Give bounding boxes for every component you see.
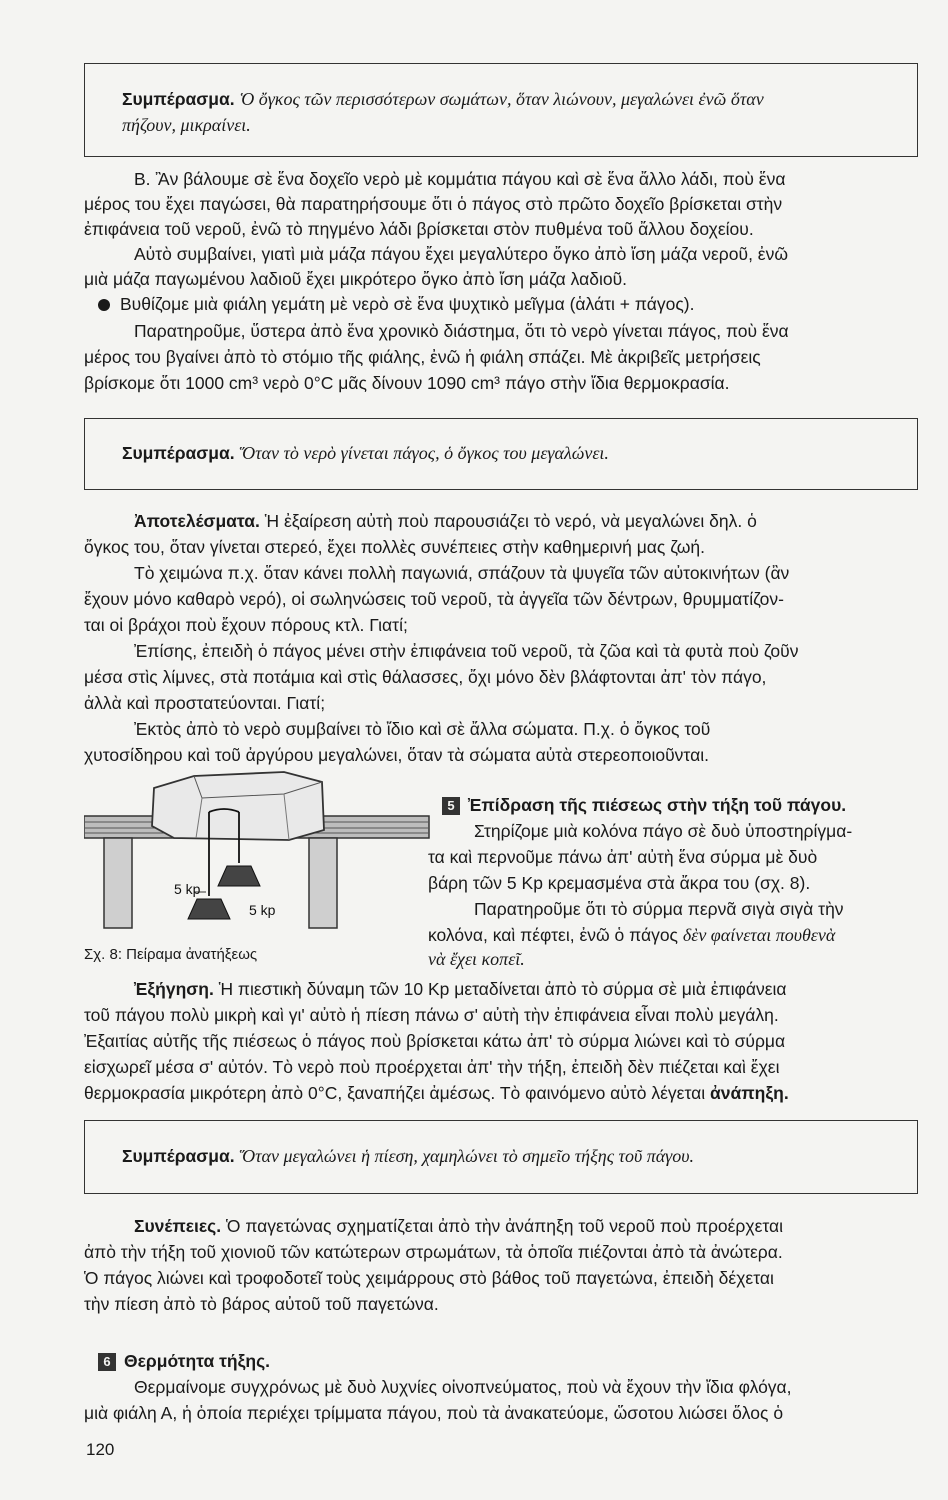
figure-caption: Σχ. 8: Πείραμα ἀνατήξεως: [84, 946, 258, 963]
conclusion-label: Συμπέρασμα.: [122, 443, 235, 463]
explanation-text: θερμοκρασία μικρότερη ἀπὸ 0°C, ξαναπήζει ἀμέσως. Τὸ φαινόμενο αὐτὸ λέγεται: [84, 1083, 706, 1103]
results-line-5: ται οἱ βράχοι ποὺ ἔχουν πόρους κτλ. Γιατί;: [84, 615, 408, 635]
explanation-line-3: Ἐξαιτίας αὐτῆς τῆς πιέσεως ὁ πάγος ποὺ βρίσκεται κάτω ἀπ' τὸ σύρμα λιώνει καὶ τὸ σύρμα: [84, 1031, 786, 1051]
section-5-text: κολόνα, καὶ πέφτει, ἐνῶ ὁ πάγος: [428, 925, 678, 945]
explanation-line-2: τοῦ πάγου πολὺ μικρὴ καὶ γι' αὐτὸ ἡ πίεση πάνω σ' αὐτὴ τὴν ἐπιφάνεια εἶναι πολὺ μεγάλη.: [84, 1005, 779, 1025]
section-b-line-2: μέρος του ἔχει παγώσει, θὰ παρατηρήσουμε ὅτι ὁ πάγος στὸ πρῶτο δοχεῖο βρίσκεται στὴν: [84, 194, 783, 214]
section-number-6: 6: [98, 1353, 116, 1371]
consequences-line-4: τὴν πίεση ἀπὸ τὸ βάρος αὐτοῦ τοῦ παγετώνα.: [84, 1294, 439, 1314]
results-line-7: μέσα στὶς λίμνες, στὰ ποτάμια καὶ στὶς θάλασσες, ὄχι μόνο δὲν βλάφτονται ἀπ' τὸν πάγο,: [84, 667, 767, 687]
consequences-text: Ὁ παγετώνας σχηματίζεται ἀπὸ τὴν ἀνάπηξη τοῦ νεροῦ ποὺ προέρχεται: [226, 1216, 784, 1236]
results-line-2: ὄγκος του, ὅταν γίνεται στερεό, ἔχει πολλὲς συνέπειες στὴν καθημερινή μας ζωή.: [84, 537, 706, 557]
section-b-line-5: μιὰ μάζα παγωμένου λαδιοῦ ἔχει μικρότερο ὄγκο ἀπὸ ἴση μάζα λαδιοῦ.: [84, 269, 627, 289]
observation-line-3: βρίσκομε ὅτι 1000 cm³ νερὸ 0°C μᾶς δίνουν 1090 cm³ πάγο στὴν ἴδια θερμοκρασία.: [84, 373, 730, 393]
section-5-line-1: Στηρίζομε μιὰ κολόνα πάγο σὲ δυὸ ὑποστηρίγμα-: [474, 821, 853, 841]
results-line-4: ἔχουν μόνο καθαρὸ νερό), οἱ σωληνώσεις τοῦ νεροῦ, τὰ ἀγγεῖα τῶν δέντρων, θρυμματίζον-: [84, 589, 784, 609]
conclusion-2-line: [122, 442, 609, 464]
section-6-heading: [98, 1350, 270, 1372]
consequences-line-1: [134, 1215, 783, 1237]
conclusion-1-line-2: πήζουν, μικραίνει.: [122, 115, 251, 135]
right-support: [309, 838, 337, 928]
explanation-text: Ἡ πιεστικὴ δύναμη τῶν 10 Kp μεταδίνεται ἀπὸ τὸ σύρμα σὲ μιὰ ἐπιφάνεια: [218, 979, 787, 999]
section-5-italic: δὲν φαίνεται πουθενὰ: [682, 925, 836, 945]
section-5-line-6: νὰ ἔχει κοπεῖ.: [428, 949, 525, 969]
consequences-line-2: ἀπὸ τὴν τήξη τοῦ χιονιοῦ τῶν κατώτερων στρωμάτων, τὰ ὁποῖα πιέζονται ἀπὸ τὰ ἀνώτερα.: [84, 1242, 783, 1262]
bullet-text: Βυθίζομε μιὰ φιάλη γεμάτη μὲ νερὸ σὲ ἕνα ψυχτικὸ μεῖγμα (ἁλάτι + πάγος).: [120, 294, 695, 314]
section-number-5: 5: [442, 797, 460, 815]
results-label: Ἀποτελέσματα.: [134, 511, 260, 531]
conclusion-3-line: [122, 1145, 694, 1167]
bullet-icon: [98, 299, 110, 311]
results-line-6: Ἐπίσης, ἐπειδὴ ὁ πάγος μένει στὴν ἐπιφάνεια τοῦ νεροῦ, τὰ ζῶα καὶ τὰ φυτὰ ποὺ ζοῦν: [134, 641, 799, 661]
conclusion-label: Συμπέρασμα.: [122, 89, 235, 109]
section-5-line-2: τα καὶ περνοῦμε πάνω ἀπ' αὐτὴ ἕνα σύρμα μὲ δυὸ: [428, 847, 818, 867]
results-line-3: Τὸ χειμώνα π.χ. ὅταν κάνει πολλὴ παγωνιά, σπάζουν τὰ ψυγεῖα τῶν αὐτοκινήτων (ἂν: [134, 563, 790, 583]
weight-right: [218, 866, 260, 886]
conclusion-text: Ὅταν μεγαλώνει ἡ πίεση, χαμηλώνει τὸ σημεῖο τήξης τοῦ πάγου.: [239, 1146, 695, 1166]
consequences-line-3: Ὁ πάγος λιώνει καὶ τροφοδοτεῖ τοὺς χειμάρρους στὸ βάθος τοῦ παγετώνα, ἐπειδὴ δέχεται: [84, 1268, 774, 1288]
explanation-label: Ἐξήγηση.: [134, 979, 214, 999]
results-line-10: χυτοσίδηρου καὶ τοῦ ἀργύρου μεγαλώνει, ὅταν τὰ σώματα αὐτὰ στερεοποιοῦνται.: [84, 745, 709, 765]
conclusion-text: Ὁ ὄγκος τῶν περισσότερων σωμάτων, ὅταν λιώνουν, μεγαλώνει ἐνῶ ὅταν: [239, 89, 764, 109]
section-6-line-1: Θερμαίνομε συγχρόνως μὲ δυὸ λυχνίες οἰνοπνεύματος, ποὺ νὰ ἔχουν τὴν ἴδια φλόγα,: [134, 1377, 792, 1397]
conclusion-1-line-1: [122, 88, 764, 110]
section-5-line-3: βάρη τῶν 5 Kp κρεμασμένα στὰ ἄκρα του (σχ. 8).: [428, 873, 811, 893]
section-6-line-2: μιὰ φιάλη Α, ἡ ὁποία περιέχει τρίμματα πάγου, ποὺ τὰ ἀνακατεύομε, ὥσοτου λιώσει ὅλος ὁ: [84, 1403, 784, 1423]
conclusion-text: Ὅταν τὸ νερὸ γίνεται πάγος, ὁ ὄγκος του μεγαλώνει.: [239, 443, 609, 463]
results-line-8: ἀλλὰ καὶ προστατεύονται. Γιατί;: [84, 693, 326, 713]
section-b-line-3: ἐπιφάνεια τοῦ νεροῦ, ἐνῶ τὸ πηγμένο λάδι βρίσκεται στὸν πυθμένα τοῦ ἄλλου δοχείου.: [84, 219, 754, 239]
conclusion-box-1: [84, 63, 918, 157]
section-6-title: Θερμότητα τήξης.: [124, 1351, 271, 1371]
explanation-line-5: [84, 1082, 789, 1104]
section-5-line-5: [428, 924, 835, 946]
results-line-1: [134, 510, 757, 532]
conclusion-label: Συμπέρασμα.: [122, 1146, 235, 1166]
bullet-line: [98, 293, 694, 315]
ice-block: [152, 772, 324, 840]
observation-line-2: μέρος του βγαίνει ἀπὸ τὸ στόμιο τῆς φιάλης, ἐνῶ ἡ φιάλη σπάζει. Μὲ ἀκριβεῖς μετρήσεις: [84, 347, 761, 367]
weight-label-2: 5 kp: [249, 902, 276, 918]
explanation-line-1: [134, 978, 787, 1000]
explanation-term: ἀνάπηξη.: [710, 1083, 789, 1103]
weight-label-1: 5 kp: [174, 881, 201, 897]
results-text: Ἡ ἐξαίρεση αὐτὴ ποὺ παρουσιάζει τὸ νερό, νὰ μεγαλώνει δηλ. ὁ: [264, 511, 757, 531]
consequences-label: Συνέπειες.: [134, 1216, 222, 1236]
figure-8-illustration: [84, 768, 434, 948]
weight-left: [188, 899, 230, 919]
results-line-9: Ἐκτὸς ἀπὸ τὸ νερὸ συμβαίνει τὸ ἴδιο καὶ σὲ ἄλλα σώματα. Π.χ. ὁ ὄγκος τοῦ: [134, 719, 711, 739]
section-b-line-4: Αὐτὸ συμβαίνει, γιατὶ μιὰ μάζα πάγου ἔχει μεγαλύτερο ὄγκο ἀπὸ ἴση μάζα νεροῦ, ἐνῶ: [134, 244, 789, 264]
explanation-line-4: εἰσχωρεῖ μέσα σ' αὐτόν. Τὸ νερὸ ποὺ προέρχεται ἀπ' τὴν τήξη, ἐπειδὴ δὲν πιέζεται καὶ ἔχει: [84, 1057, 780, 1077]
section-5-line-4: Παρατηροῦμε ὅτι τὸ σύρμα περνᾶ σιγὰ σιγὰ τὴν: [474, 899, 844, 919]
section-5-title: Ἐπίδραση τῆς πιέσεως στὴν τήξη τοῦ πάγου.: [468, 795, 847, 815]
observation-line-1: Παρατηροῦμε, ὕστερα ἀπὸ ἕνα χρονικὸ διάστημα, ὅτι τὸ νερὸ γίνεται πάγος, ποὺ ἕνα: [134, 321, 789, 341]
left-support: [104, 838, 132, 928]
page-number: 120: [86, 1440, 115, 1459]
section-5-heading: [442, 794, 846, 816]
section-b-line-1: Β. Ἂν βάλουμε σὲ ἕνα δοχεῖο νερὸ μὲ κομμάτια πάγου καὶ σὲ ἕνα ἄλλο λάδι, ποὺ ἕνα: [134, 169, 786, 189]
